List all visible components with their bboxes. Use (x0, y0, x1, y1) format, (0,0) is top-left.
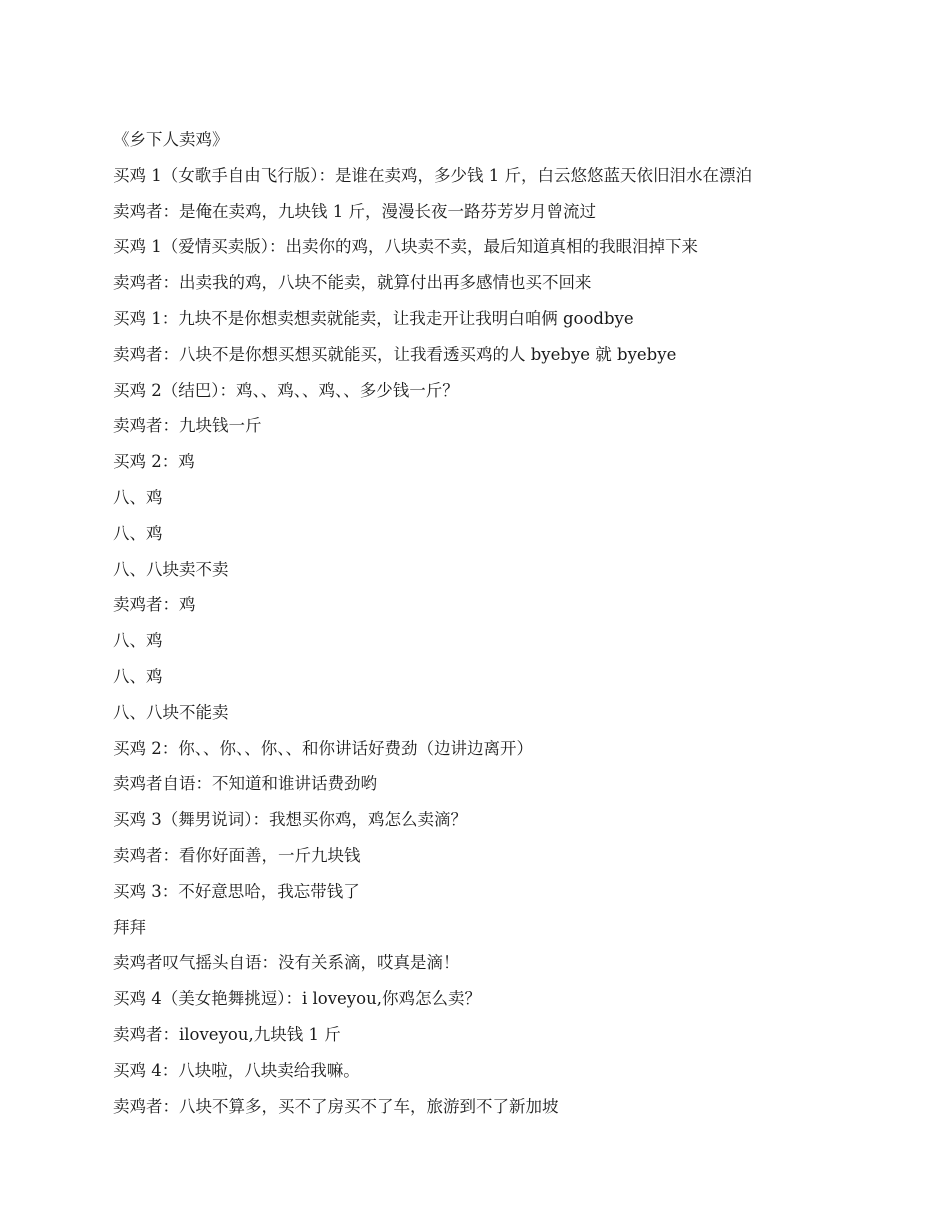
text-line: 八、鸡 (113, 666, 163, 686)
text-line: 八、鸡 (113, 487, 163, 507)
text-line: 买鸡 1（女歌手自由飞行版）：是谁在卖鸡，多少钱 1 斤，白云悠悠蓝天依旧泪水在漂泊 (113, 165, 752, 185)
text-line: 卖鸡者叹气摇头自语：没有关系滴，哎真是滴！ (113, 953, 460, 973)
text-line: 卖鸡者：是俺在卖鸡，九块钱 1 斤，漫漫长夜一路芬芳岁月曾流过 (113, 201, 596, 221)
text-line: 八、鸡 (113, 631, 163, 651)
text-line: 卖鸡者：看你好面善，一斤九块钱 (113, 845, 361, 865)
text-line: 买鸡 2：你、、你、、你、、和你讲话好费劲（边讲边离开） (113, 738, 533, 758)
text-line: 拜拜 (113, 917, 146, 937)
text-line: 卖鸡者自语：不知道和谁讲话费劲哟 (113, 774, 377, 794)
text-line: 买鸡 3（舞男说词）：我想买你鸡，鸡怎么卖滴？ (113, 810, 467, 830)
text-line: 卖鸡者：鸡 (113, 595, 196, 615)
text-line: 买鸡 4（美女艳舞挑逗）：i loveyou,你鸡怎么卖？ (113, 989, 481, 1009)
text-line: 八、八块不能卖 (113, 702, 229, 722)
text-line: 买鸡 2：鸡 (113, 452, 195, 472)
text-line: 买鸡 1：九块不是你想卖想卖就能卖，让我走开让我明白咱俩 goodbye (113, 308, 634, 328)
text-line: 买鸡 2（结巴）：鸡、、鸡、、鸡、、多少钱一斤？ (113, 380, 459, 400)
text-line: 八、鸡 (113, 523, 163, 543)
text-line: 卖鸡者：八块不算多，买不了房买不了车，旅游到不了新加坡 (113, 1096, 559, 1116)
text-line: 卖鸡者：八块不是你想买想买就能买，让我看透买鸡的人 byebye 就 byebye (113, 344, 677, 364)
text-line: 买鸡 1（爱情买卖版）：出卖你的鸡，八块卖不卖，最后知道真相的我眼泪掉下来 (113, 237, 698, 257)
text-line: 卖鸡者：九块钱一斤 (113, 416, 262, 436)
document-title: 《乡下人卖鸡》 (113, 130, 229, 149)
document-body (113, 122, 893, 1124)
text-line: 卖鸡者：出卖我的鸡，八块不能卖，就算付出再多感情也买不回来 (113, 273, 592, 293)
text-line: 买鸡 4：八块啦，八块卖给我嘛。 (113, 1060, 360, 1080)
text-line: 卖鸡者：iloveyou,九块钱 1 斤 (113, 1024, 341, 1044)
text-line: 买鸡 3：不好意思哈，我忘带钱了 (113, 881, 360, 901)
text-line: 八、八块卖不卖 (113, 559, 229, 579)
